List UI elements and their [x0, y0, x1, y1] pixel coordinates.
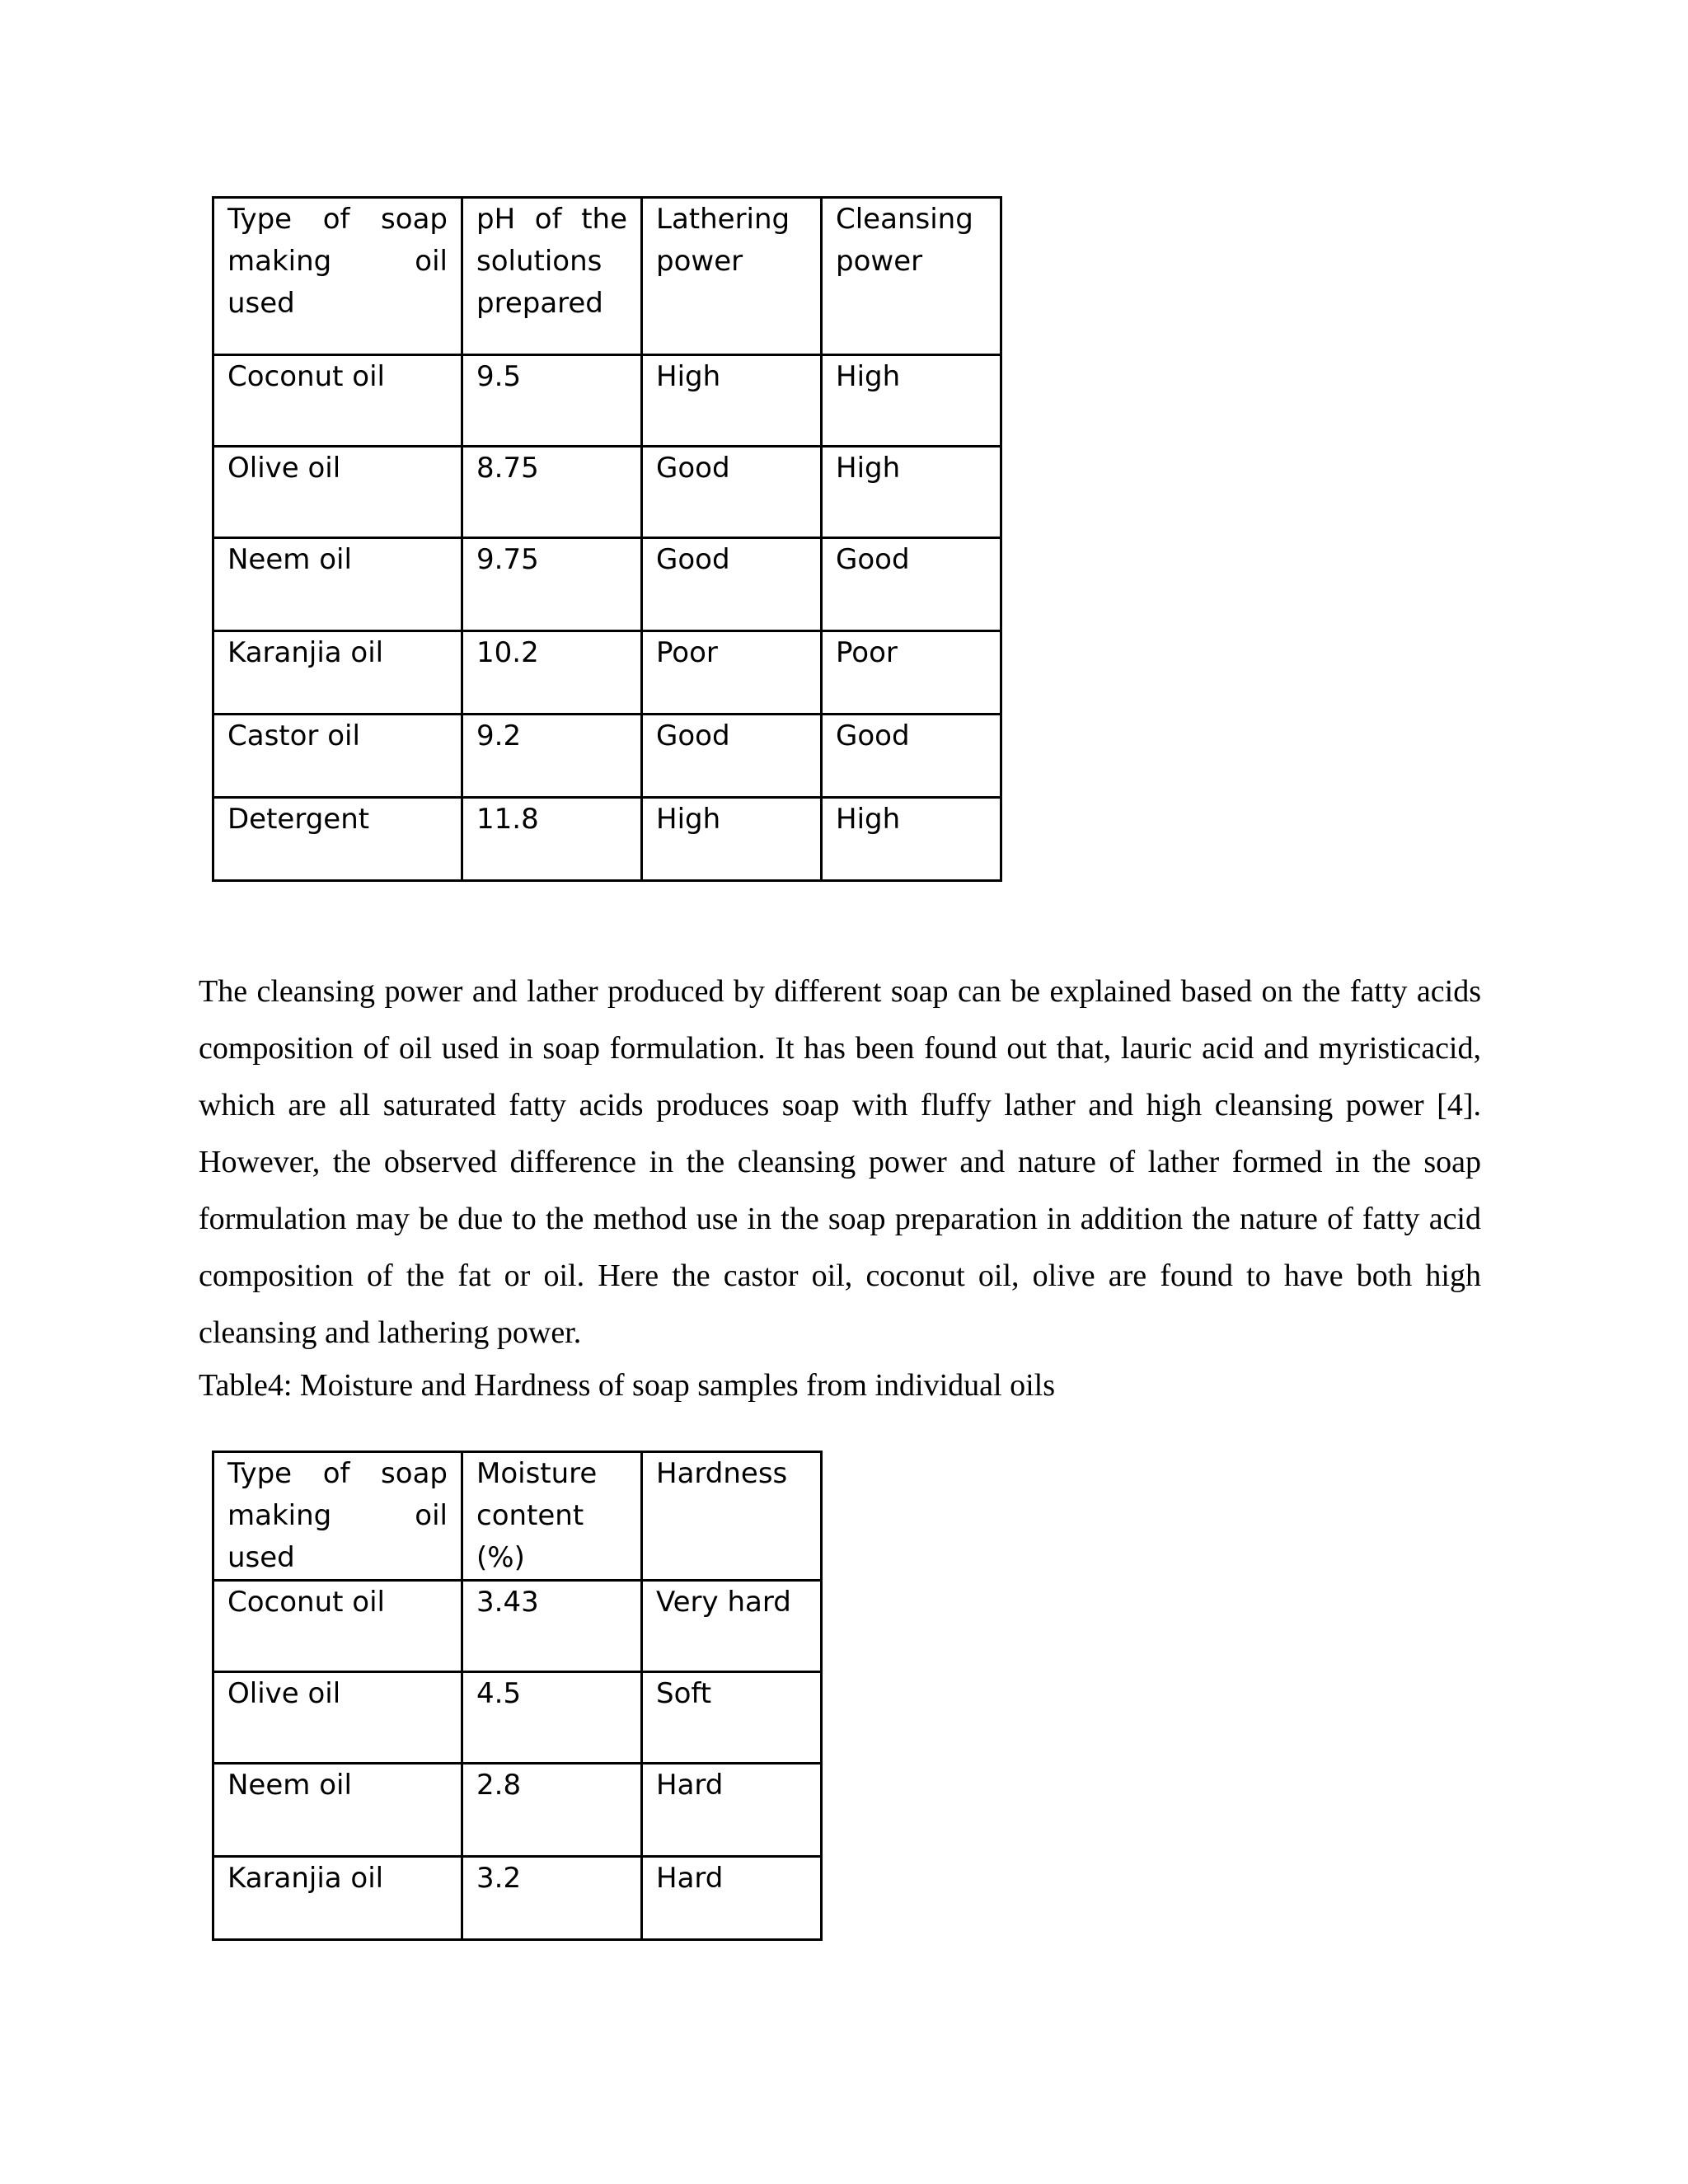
table-cell: Detergent — [213, 798, 462, 881]
body-paragraph: The cleansing power and lather produced by different soap can be explained based on the fatty acids composition of oil used in soap formulation. It has been found out that, lauric acid and myristicacid, which are all saturated fatty acids produces soap with fluffy lather and high cleansing power [4]. However, the observed difference in the cleansing power and nature of lather formed in the soap formulation may be due to the method use in the soap preparation in addition the nature of fatty acid composition of the fat or oil. Here the castor oil, coconut oil, olive are found to have both high cleansing and lathering power. — [199, 974, 1481, 1350]
header-cell-ph: pH of the solutions prepared — [462, 198, 642, 355]
table4-caption: Table4: Moisture and Hardness of soap samples from individual oils — [199, 1368, 1055, 1403]
table-cell: High — [822, 447, 1001, 538]
table-cell: Soft — [642, 1672, 822, 1764]
table-row — [213, 538, 1001, 631]
table-cell: Good — [642, 447, 822, 538]
table-cell: Coconut oil — [213, 355, 462, 447]
table-cell: High — [822, 355, 1001, 447]
table-row — [213, 1672, 822, 1764]
table-cell: 9.5 — [462, 355, 642, 447]
soap-properties-table — [212, 196, 1002, 882]
table-cell: 11.8 — [462, 798, 642, 881]
table-cell: 9.75 — [462, 538, 642, 631]
header-cell-moisture: Moisture content (%) — [462, 1452, 642, 1581]
table-cell: Hard — [642, 1764, 822, 1857]
table-cell: 3.2 — [462, 1857, 642, 1940]
table-row — [213, 1581, 822, 1672]
table-cell: High — [642, 355, 822, 447]
header-cell-oil-type: Type of soap making oil used — [213, 198, 462, 355]
table-cell: Neem oil — [213, 538, 462, 631]
table-cell: Good — [822, 538, 1001, 631]
table-row — [213, 631, 1001, 715]
moisture-hardness-table — [212, 1451, 823, 1941]
table-cell: 8.75 — [462, 447, 642, 538]
table-cell: Very hard — [642, 1581, 822, 1672]
header-cell-cleansing-power: Cleansing power — [822, 198, 1001, 355]
table-cell: Olive oil — [213, 447, 462, 538]
table-row — [213, 1857, 822, 1940]
table-row — [213, 1764, 822, 1857]
table-cell: 3.43 — [462, 1581, 642, 1672]
table-cell: Coconut oil — [213, 1581, 462, 1672]
table-header-row — [213, 1452, 822, 1581]
table-header-row — [213, 198, 1001, 355]
table-row — [213, 798, 1001, 881]
table-cell: Karanjia oil — [213, 631, 462, 715]
table-row — [213, 447, 1001, 538]
header-cell-lathering-power: Lathering power — [642, 198, 822, 355]
table-cell: 4.5 — [462, 1672, 642, 1764]
table-cell: Poor — [822, 631, 1001, 715]
table-cell: 10.2 — [462, 631, 642, 715]
table-row — [213, 715, 1001, 798]
table-cell: High — [822, 798, 1001, 881]
table-cell: Karanjia oil — [213, 1857, 462, 1940]
table-cell: 2.8 — [462, 1764, 642, 1857]
table-cell: Hard — [642, 1857, 822, 1940]
table-cell: Castor oil — [213, 715, 462, 798]
header-cell-hardness: Hardness — [642, 1452, 822, 1581]
table-cell: High — [642, 798, 822, 881]
table-cell: Good — [642, 715, 822, 798]
table-row — [213, 355, 1001, 447]
table-cell: Good — [822, 715, 1001, 798]
table-cell: Olive oil — [213, 1672, 462, 1764]
table-cell: Good — [642, 538, 822, 631]
table-cell: Neem oil — [213, 1764, 462, 1857]
table-cell: 9.2 — [462, 715, 642, 798]
header-cell-oil-type: Type of soap making oil used — [213, 1452, 462, 1581]
table-cell: Poor — [642, 631, 822, 715]
